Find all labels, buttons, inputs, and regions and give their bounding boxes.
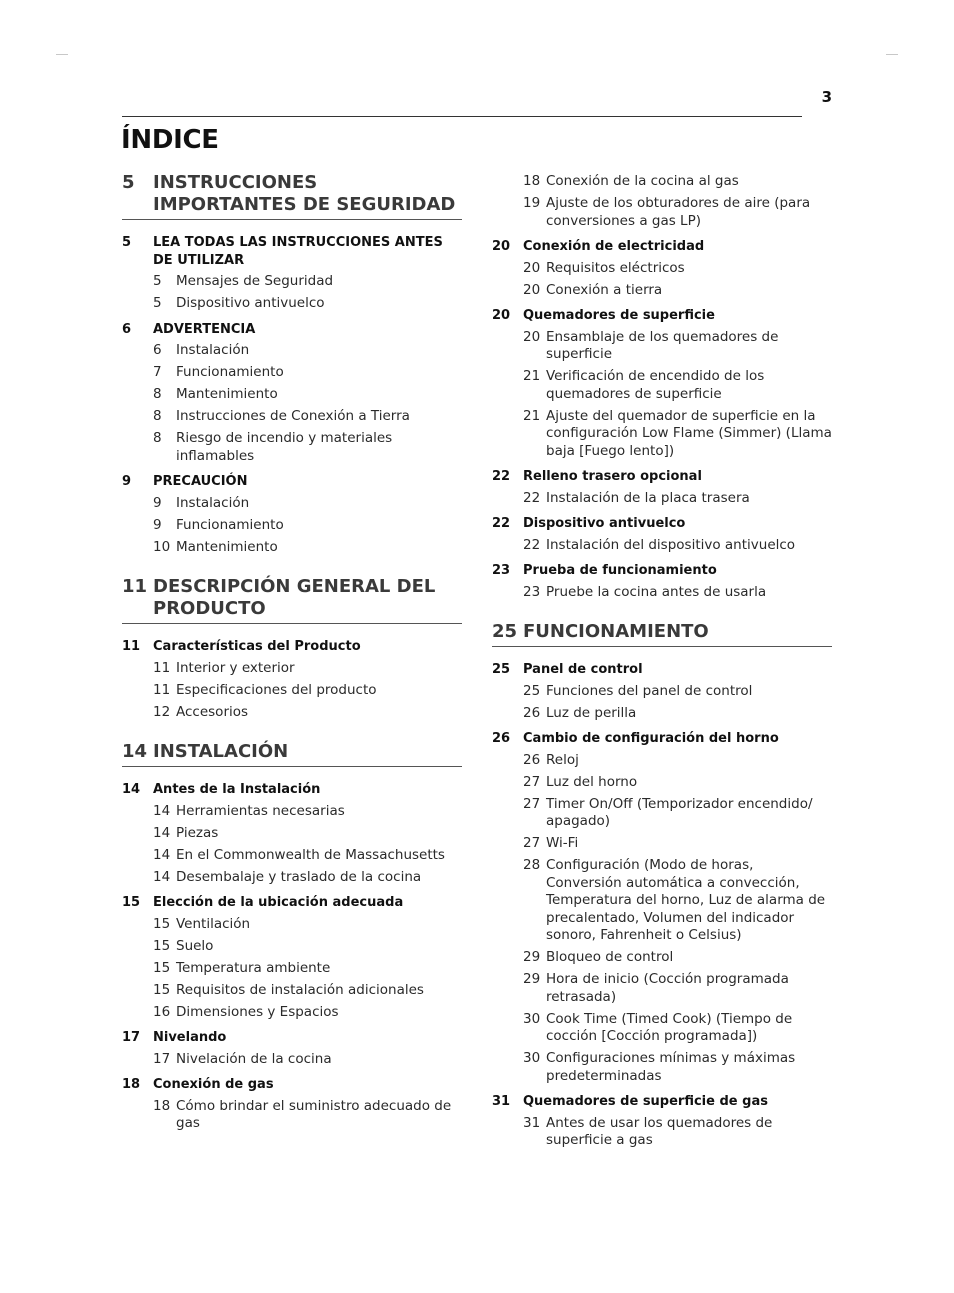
toc-group-heading[interactable] xyxy=(492,1093,832,1111)
toc-group xyxy=(122,1076,462,1133)
toc-entry[interactable] xyxy=(153,1004,462,1022)
toc-entry-page: 12 xyxy=(153,703,171,720)
toc-entry-label: Especificaciones del producto xyxy=(176,681,377,698)
toc-entry-label: Cómo brindar el suministro adecuado de gas xyxy=(176,1097,452,1131)
crop-mark-left xyxy=(56,54,68,55)
toc-group-label: Quemadores de superficie xyxy=(523,308,715,323)
toc-group-page: 25 xyxy=(492,662,511,677)
toc-group-label: Quemadores de superficie de gas xyxy=(523,1094,768,1109)
toc-entry-label: Dimensiones y Espacios xyxy=(176,1003,339,1020)
toc-entry[interactable] xyxy=(153,386,462,404)
toc-group-label: Panel de control xyxy=(523,662,643,677)
toc-entry[interactable] xyxy=(523,408,832,461)
toc-group-page: 5 xyxy=(122,235,132,250)
toc-entry-label: Funcionamiento xyxy=(176,364,284,380)
toc-group-page: 20 xyxy=(492,308,511,323)
toc-entry-page: 30 xyxy=(523,1010,541,1027)
toc-entry-page: 14 xyxy=(153,868,171,885)
toc-entry-label: Nivelación de la cocina xyxy=(176,1050,332,1067)
toc-group-heading[interactable] xyxy=(492,468,832,486)
toc-entry-page: 10 xyxy=(153,538,171,555)
toc-entry[interactable] xyxy=(523,282,832,300)
toc-entry-label: Ajuste del quemador de superficie en la configuración Low Flame (Simmer) (Llama baja [Fuego lento]) xyxy=(546,407,832,459)
toc-entry-page: 25 xyxy=(523,682,541,699)
toc-entry-label: Suelo xyxy=(176,937,214,954)
toc-entry-label: Instrucciones de Conexión a Tierra xyxy=(176,408,410,424)
toc-entry-label: Funcionamiento xyxy=(176,516,284,533)
toc-group-label: Nivelando xyxy=(153,1030,227,1045)
toc-entry[interactable] xyxy=(153,517,462,535)
page-number: 3 xyxy=(821,88,832,106)
toc-entry-page: 26 xyxy=(523,704,541,721)
toc-entry-page: 20 xyxy=(523,281,541,298)
toc-group xyxy=(122,473,462,556)
toc-entry-page: 16 xyxy=(153,1003,171,1020)
toc-entry-page: 5 xyxy=(153,295,162,311)
toc-entry-label: Desembalaje y traslado de la cocina xyxy=(176,868,422,885)
toc-entry[interactable] xyxy=(523,537,832,555)
toc-entry[interactable] xyxy=(153,430,462,465)
toc-group-page: 20 xyxy=(492,239,511,254)
toc-group-label: Conexión de electricidad xyxy=(523,239,705,254)
toc-group-page: 17 xyxy=(122,1030,141,1045)
toc-entry[interactable] xyxy=(153,342,462,360)
toc-entry-label: Mantenimiento xyxy=(176,386,278,402)
toc-entry[interactable] xyxy=(523,490,832,508)
toc-group-label: Cambio de configuración del horno xyxy=(523,731,779,746)
toc-group-heading[interactable] xyxy=(492,661,832,679)
toc-entry-page: 27 xyxy=(523,795,541,812)
toc-group-heading[interactable] xyxy=(122,234,462,269)
toc-entry-page: 17 xyxy=(153,1050,171,1067)
toc-group xyxy=(492,1093,832,1150)
toc-group-label: Antes de la Instalación xyxy=(153,782,321,797)
toc-entry-page: 19 xyxy=(523,195,541,211)
toc-group-page: 18 xyxy=(122,1077,141,1092)
toc-entry[interactable] xyxy=(153,1098,462,1133)
toc-entry-page: 8 xyxy=(153,408,162,424)
toc-entry-label: Piezas xyxy=(176,824,219,841)
toc-group-label: Elección de la ubicación adecuada xyxy=(153,895,404,910)
toc-group-page: 6 xyxy=(122,321,132,337)
toc-entry[interactable] xyxy=(153,825,462,843)
toc-entry-label: Mantenimiento xyxy=(176,538,278,555)
toc-entry-page: 20 xyxy=(523,328,541,345)
toc-entry-label: Temperatura ambiente xyxy=(176,959,331,976)
toc-entry-page: 8 xyxy=(153,386,162,402)
toc-group-label: LEA TODAS LAS INSTRUCCIONES ANTES DE UTILIZAR xyxy=(153,235,443,268)
toc-entry[interactable] xyxy=(523,683,832,701)
toc-group-page: 22 xyxy=(492,469,511,484)
toc-entry-page: 15 xyxy=(153,937,171,954)
toc-group-heading[interactable] xyxy=(492,730,832,748)
toc-section-heading[interactable] xyxy=(122,172,462,220)
toc-entry-label: Instalación del dispositivo antivuelco xyxy=(546,536,796,553)
toc-entry[interactable] xyxy=(523,774,832,792)
toc-group-heading[interactable] xyxy=(122,638,462,656)
toc-entry[interactable] xyxy=(523,705,832,723)
toc-entry[interactable] xyxy=(523,752,832,770)
toc-group-heading[interactable] xyxy=(492,238,832,256)
toc-group-continued xyxy=(492,173,832,230)
toc-entry-label: Configuración (Modo de horas, Conversión automática a convección, Temperatura del horno, Luz de alarma de precalentado, Volumen del indicador sonoro, Fahrenheit o Celsius) xyxy=(546,857,826,943)
toc-entry-page: 5 xyxy=(153,273,162,289)
toc-entry-label: Herramientas necesarias xyxy=(176,802,345,819)
toc-group-label: Dispositivo antivuelco xyxy=(523,516,686,531)
toc-entry[interactable] xyxy=(523,329,832,364)
toc-group-heading[interactable] xyxy=(492,562,832,580)
toc-group-page: 26 xyxy=(492,731,511,746)
toc-entry[interactable] xyxy=(523,857,832,945)
toc-entry-page: 18 xyxy=(153,1097,171,1114)
toc-entry[interactable] xyxy=(153,408,462,426)
toc-group-heading[interactable] xyxy=(122,781,462,799)
toc-entry[interactable] xyxy=(153,273,462,291)
toc-entry-label: Conexión de la cocina al gas xyxy=(546,173,739,189)
toc-entry-page: 15 xyxy=(153,915,171,932)
toc-entry[interactable] xyxy=(153,539,462,557)
toc-group xyxy=(492,468,832,507)
toc-entry-label: Instalación xyxy=(176,494,250,511)
toc-entry-label: Accesorios xyxy=(176,703,249,720)
toc-entry-label: Cook Time (Timed Cook) (Tiempo de cocción [Cocción programada]) xyxy=(546,1010,793,1044)
toc-entry-page: 8 xyxy=(153,430,162,446)
toc-entry-page: 28 xyxy=(523,857,541,873)
toc-entry-label: Luz del horno xyxy=(546,773,638,790)
toc-entry-label: Verificación de encendido de los quemadores de superficie xyxy=(546,368,765,402)
toc-group-heading[interactable] xyxy=(122,473,462,491)
toc-group-page: 14 xyxy=(122,782,141,797)
toc-entry-label: Dispositivo antivuelco xyxy=(176,295,325,311)
toc-left-column xyxy=(122,172,462,1141)
toc-entry-label: Instalación xyxy=(176,342,250,358)
toc-group xyxy=(122,1029,462,1068)
toc-group-label: Conexión de gas xyxy=(153,1077,274,1092)
toc-group-page: 22 xyxy=(492,516,511,531)
toc-entry-page: 26 xyxy=(523,751,541,768)
toc-entry-label: Requisitos eléctricos xyxy=(546,259,685,276)
toc-entry-page: 15 xyxy=(153,959,171,976)
toc-entry[interactable] xyxy=(153,960,462,978)
toc-group xyxy=(492,562,832,601)
toc-entry-label: Hora de inicio (Cocción programada retrasada) xyxy=(546,971,789,1005)
toc-entry-label: Bloqueo de control xyxy=(546,949,674,965)
toc-entry-label: Ventilación xyxy=(176,915,251,932)
toc-entry[interactable] xyxy=(153,295,462,313)
toc-group xyxy=(492,307,832,460)
toc-entry-page: 23 xyxy=(523,583,541,600)
toc-entry-page: 9 xyxy=(153,494,162,511)
toc-group-page: 31 xyxy=(492,1094,511,1109)
toc-entry[interactable] xyxy=(153,495,462,513)
toc-entry[interactable] xyxy=(153,364,462,382)
toc-group-heading[interactable] xyxy=(122,1029,462,1047)
toc-entry-page: 15 xyxy=(153,981,171,998)
toc-section-page: 5 xyxy=(122,172,135,193)
toc-entry-label: Requisitos de instalación adicionales xyxy=(176,981,424,998)
toc-section-page: 11 xyxy=(122,576,148,597)
toc-group-heading[interactable] xyxy=(122,894,462,912)
toc-section-label: DESCRIPCIÓN GENERAL DEL PRODUCTO xyxy=(153,576,436,619)
toc-group-page: 11 xyxy=(122,639,141,654)
toc-section-heading[interactable] xyxy=(492,621,832,647)
toc-entry[interactable] xyxy=(523,260,832,278)
page-title: ÍNDICE xyxy=(121,125,219,155)
toc-entry[interactable] xyxy=(523,584,832,602)
toc-entry-label: Antes de usar los quemadores de superficie a gas xyxy=(546,1114,773,1148)
toc-right-column xyxy=(492,172,832,1158)
toc-entry-page: 31 xyxy=(523,1114,541,1131)
toc-entry-page: 21 xyxy=(523,407,541,424)
toc-entry-page: 29 xyxy=(523,949,541,965)
toc-section-label: INSTRUCCIONES IMPORTANTES DE SEGURIDAD xyxy=(153,172,456,215)
toc-group-label: ADVERTENCIA xyxy=(153,321,256,337)
toc-entry-page: 30 xyxy=(523,1050,541,1066)
toc-entry[interactable] xyxy=(153,1051,462,1069)
toc-entry-page: 29 xyxy=(523,971,541,987)
toc-entry[interactable] xyxy=(153,869,462,887)
toc-entry-page: 22 xyxy=(523,536,541,553)
toc-entry-page: 9 xyxy=(153,516,162,533)
toc-entry-label: Ajuste de los obturadores de aire (para conversiones a gas LP) xyxy=(546,195,811,229)
toc-group-page: 9 xyxy=(122,474,132,489)
toc-group xyxy=(122,321,462,466)
toc-group xyxy=(492,661,832,722)
toc-entry-label: Instalación de la placa trasera xyxy=(546,489,750,506)
toc-group xyxy=(492,730,832,1085)
toc-group xyxy=(122,234,462,313)
crop-mark-right xyxy=(886,54,898,55)
toc-group-heading[interactable] xyxy=(122,321,462,339)
toc-group-page: 15 xyxy=(122,895,141,910)
toc-entry-label: Mensajes de Seguridad xyxy=(176,273,334,289)
toc-section-page: 25 xyxy=(492,621,518,642)
toc-entry-label: Riesgo de incendio y materiales inflamables xyxy=(176,430,393,464)
toc-entry[interactable] xyxy=(153,847,462,865)
toc-entry-page: 11 xyxy=(153,681,171,698)
toc-section-label: INSTALACIÓN xyxy=(153,741,289,762)
toc-section-label: FUNCIONAMIENTO xyxy=(523,621,709,642)
toc-group xyxy=(492,515,832,554)
toc-entry[interactable] xyxy=(523,173,832,191)
toc-entry-page: 7 xyxy=(153,364,162,380)
toc-entry[interactable] xyxy=(153,660,462,678)
toc-entry-page: 18 xyxy=(523,173,541,189)
toc-entry-label: Ensamblaje de los quemadores de superficie xyxy=(546,328,779,362)
toc-entry-label: En el Commonwealth de Massachusetts xyxy=(176,846,445,863)
toc-entry-label: Reloj xyxy=(546,751,579,768)
toc-entry-label: Pruebe la cocina antes de usarla xyxy=(546,583,767,600)
toc-group-page: 23 xyxy=(492,563,511,578)
toc-group xyxy=(122,638,462,721)
toc-entry-page: 14 xyxy=(153,824,171,841)
toc-entry-label: Funciones del panel de control xyxy=(546,682,753,699)
toc-entry[interactable] xyxy=(523,195,832,230)
toc-entry-page: 22 xyxy=(523,489,541,506)
toc-entry[interactable] xyxy=(153,916,462,934)
toc-group xyxy=(492,238,832,299)
header-rule xyxy=(122,116,802,117)
toc-group-label: PRECAUCIÓN xyxy=(153,474,248,489)
toc-group-heading[interactable] xyxy=(492,515,832,533)
toc-entry-label: Interior y exterior xyxy=(176,659,295,676)
toc-entry[interactable] xyxy=(523,1011,832,1046)
toc-entry-page: 11 xyxy=(153,659,171,676)
toc-entry-page: 14 xyxy=(153,846,171,863)
toc-entry-label: Wi-Fi xyxy=(546,835,579,851)
toc-section-heading[interactable] xyxy=(122,576,462,624)
toc-entry[interactable] xyxy=(523,835,832,853)
toc-entry[interactable] xyxy=(153,938,462,956)
toc-group xyxy=(122,894,462,1021)
toc-entry-label: Conexión a tierra xyxy=(546,281,663,298)
toc-entry[interactable] xyxy=(153,982,462,1000)
toc-entry[interactable] xyxy=(523,949,832,967)
toc-section-page: 14 xyxy=(122,741,148,762)
toc-entry-page: 14 xyxy=(153,802,171,819)
toc-entry[interactable] xyxy=(153,682,462,700)
toc-group-heading[interactable] xyxy=(122,1076,462,1094)
toc-entry-page: 27 xyxy=(523,835,541,851)
toc-section-heading[interactable] xyxy=(122,741,462,767)
toc-group-label: Características del Producto xyxy=(153,639,361,654)
toc-entry[interactable] xyxy=(153,704,462,722)
toc-entry[interactable] xyxy=(523,1115,832,1150)
toc-entry-page: 20 xyxy=(523,259,541,276)
toc-entry-page: 6 xyxy=(153,342,162,358)
toc-group-heading[interactable] xyxy=(492,307,832,325)
toc-entry[interactable] xyxy=(523,368,832,403)
toc-group-label: Prueba de funcionamiento xyxy=(523,563,717,578)
toc-entry-label: Timer On/Off (Temporizador encendido/ apagado) xyxy=(546,795,813,829)
toc-group xyxy=(122,781,462,886)
toc-entry-label: Luz de perilla xyxy=(546,704,637,721)
toc-entry-label: Configuraciones mínimas y máximas predeterminadas xyxy=(546,1050,796,1084)
toc-group-label: Relleno trasero opcional xyxy=(523,469,702,484)
toc-entry[interactable] xyxy=(523,1050,832,1085)
toc-entry[interactable] xyxy=(523,971,832,1006)
toc-entry[interactable] xyxy=(153,803,462,821)
toc-entry[interactable] xyxy=(523,796,832,831)
toc-entry-page: 21 xyxy=(523,368,541,384)
toc-entry-page: 27 xyxy=(523,773,541,790)
